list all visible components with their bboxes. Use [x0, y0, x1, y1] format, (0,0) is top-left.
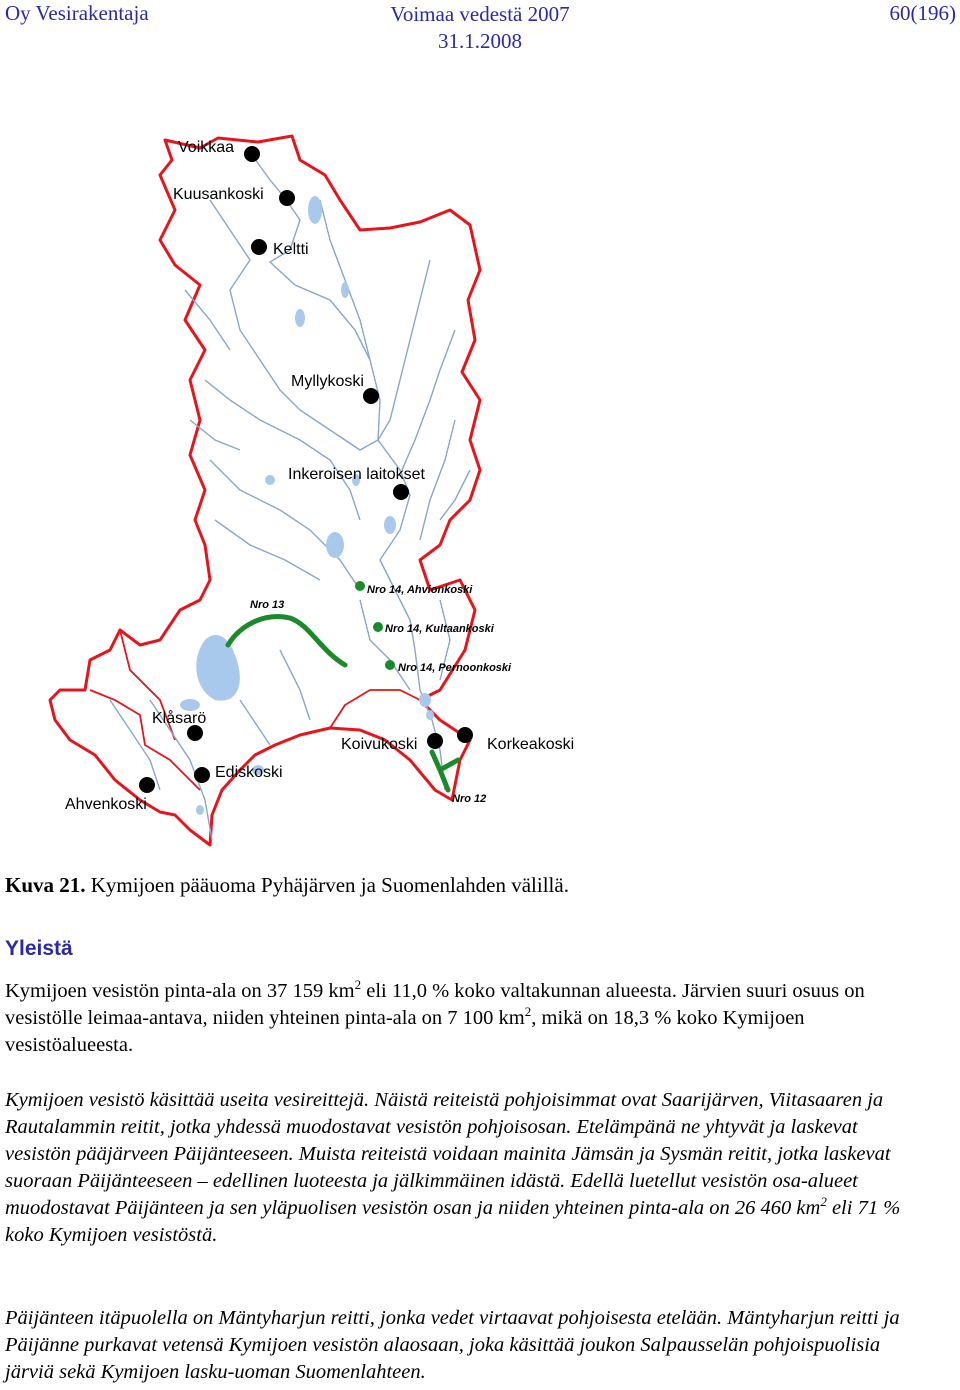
- label-myllykoski: Myllykoski: [291, 373, 364, 390]
- caption-text: Kymijoen pääuoma Pyhäjärven ja Suomenlahden välillä.: [85, 873, 569, 897]
- label-koivukoski: Koivukoski: [341, 736, 418, 753]
- p1-text-c: , mikä on 18,3 % koko Kymijoen vesistöalueesta.: [5, 1007, 805, 1056]
- header-date: 31.1.2008: [438, 29, 522, 53]
- plant-myllykoski: [363, 388, 379, 404]
- paragraph-1: [5, 978, 905, 1059]
- label-voikkaa: Voikkaa: [178, 139, 235, 156]
- label-ahvenkoski: Ahvenkoski: [65, 796, 147, 813]
- point-pernoonkoski: [385, 660, 395, 670]
- plant-korkeakoski: [457, 727, 473, 743]
- plant-koivukoski: [427, 733, 443, 749]
- plant-ediskoski: [194, 767, 210, 783]
- plant-voikkaa: [244, 146, 260, 162]
- plant-ahvenkoski: [139, 777, 155, 793]
- header-center: [0, 1, 960, 55]
- lakes: [180, 196, 434, 815]
- label-nro12: Nro 12: [452, 793, 487, 805]
- label-inkeroinen: Inkeroisen laitokset: [288, 466, 425, 483]
- header-page-number: 60(196): [889, 1, 956, 25]
- p2-sup: 2: [820, 1194, 827, 1210]
- label-nro13: Nro 13: [250, 599, 285, 611]
- label-keltti: Keltti: [273, 241, 309, 258]
- section-heading: Yleistä: [5, 937, 73, 960]
- label-kultaankoski: Nro 14, Kultaankoski: [385, 623, 494, 635]
- point-ahvionkoski: [355, 581, 365, 591]
- p2-text-b: eli 71 % koko Kymijoen vesistöstä.: [5, 1197, 901, 1246]
- header-org: Oy Vesirakentaja: [5, 1, 149, 25]
- label-korkeakoski: Korkeakoski: [487, 736, 575, 753]
- label-ediskoski: Ediskoski: [215, 764, 283, 781]
- label-klasaro: Klåsarö: [152, 710, 207, 727]
- map-svg: [0, 60, 960, 860]
- p1-sup-1: 2: [354, 977, 362, 993]
- label-pernoonkoski: Nro 14, Pernoonkoski: [398, 662, 512, 674]
- caption-label: Kuva 21.: [5, 873, 86, 897]
- p1-text-a: Kymijoen vesistön pinta-ala on 37 159 km: [5, 980, 355, 1002]
- route-nro13: [228, 617, 345, 665]
- p2-text-a: Kymijoen vesistö käsittää useita vesireittejä. Näistä reiteistä pohjoisimmat ovat Saarijärven, Viitasaaren ja Rautalammin reitit, jotka yhdessä muodostavat vesistön pohjoisosan. Etelämpänä ne yhtyvät ja laskevat vesistön pääjärveen Päijänteeseen. Muista reiteistä voidaan mainita Jämsän ja Sysmän reitit, jotka laskevat suoraan Päijänteeseen – edellinen luoteesta ja jälkimmäinen idästä. Edellä luetellut vesistön osa-alueet muodostavat Päijänteen ja sen yläpuolisen vesistön osan ja niiden yhteinen pinta-ala on 26 460 km: [5, 1089, 891, 1219]
- label-ahvionkoski: Nro 14, Ahvionkoski: [367, 584, 473, 596]
- p1-text-b: eli 11,0 % koko valtakunnan alueesta. Järvien suuri osuus on vesistölle leimaa-antava, niiden yhteinen pinta-ala on 7 100 km: [5, 980, 865, 1029]
- p1-sup-2: 2: [524, 1004, 532, 1020]
- plant-inkeroinen: [393, 484, 409, 500]
- label-kuusankoski: Kuusankoski: [173, 186, 264, 203]
- plant-klasaro: [187, 725, 203, 741]
- point-kultaankoski: [373, 622, 383, 632]
- paragraph-3: Päijänteen itäpuolella on Mäntyharjun reitti, jonka vedet virtaavat pohjoisesta etelään. Mäntyharjun reitti ja Päijänne purkavat vetensä Kymijoen vesistön alaosaan, joka käsittää joukon Salpausselän pohjoispuolisia järviä sekä Kymijoen lasku-uoman Suomenlahteen.: [5, 1307, 900, 1383]
- page-header: [0, 0, 960, 60]
- figure-caption: [5, 873, 569, 898]
- plant-kuusankoski: [279, 190, 295, 206]
- header-title: Voimaa vedestä 2007: [390, 2, 570, 26]
- plant-keltti: [251, 239, 267, 255]
- river-basin-map: [0, 60, 960, 860]
- paragraph-2: [5, 1087, 905, 1249]
